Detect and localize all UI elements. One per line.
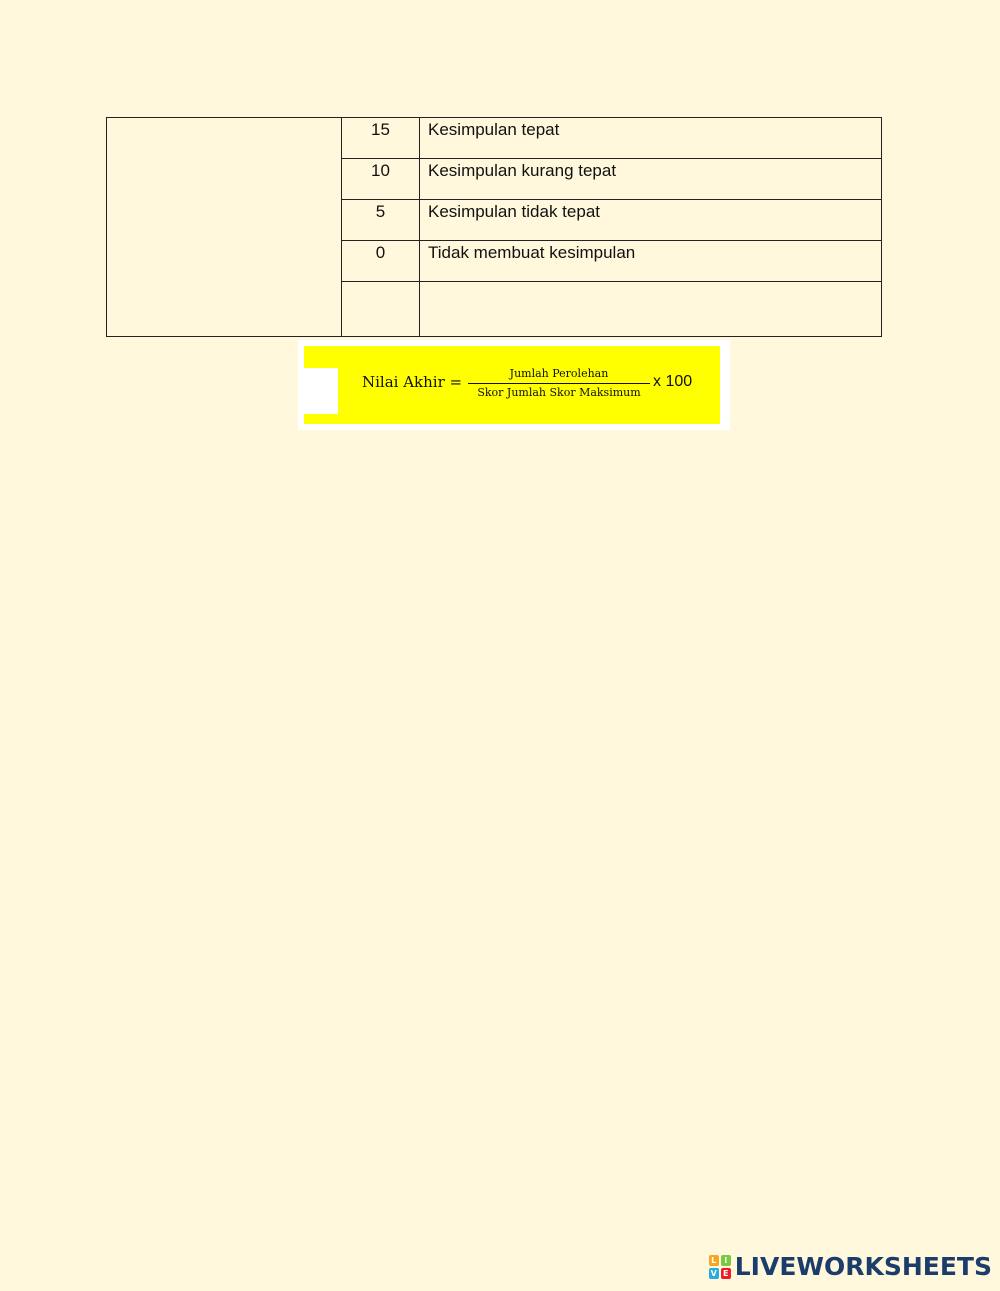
- formula-answer-blank: [304, 368, 338, 414]
- description-cell: Kesimpulan tepat: [420, 118, 882, 159]
- logo-letter: I: [721, 1255, 731, 1266]
- score-cell: [342, 282, 420, 337]
- liveworksheets-brand: [709, 1254, 992, 1279]
- rubric-table: [106, 117, 882, 337]
- description-cell: [420, 282, 882, 337]
- score-cell: 5: [342, 200, 420, 241]
- criteria-cell: [107, 118, 342, 337]
- liveworksheets-logo-icon: [709, 1255, 731, 1279]
- brand-name: LIVEWORKSHEETS: [734, 1252, 992, 1281]
- formula-fraction: [468, 367, 650, 399]
- score-cell: 10: [342, 159, 420, 200]
- formula-denominator: Skor Jumlah Skor Maksimum: [477, 386, 641, 399]
- logo-letter: L: [709, 1255, 719, 1266]
- logo-letter: V: [710, 1268, 717, 1278]
- score-cell: 0: [342, 241, 420, 282]
- logo-letter: E: [721, 1268, 731, 1279]
- description-cell: Kesimpulan kurang tepat: [420, 159, 882, 200]
- description-cell: Kesimpulan tidak tepat: [420, 200, 882, 241]
- formula-multiplier: x 100: [653, 373, 693, 390]
- rubric-row: [107, 118, 882, 159]
- score-cell: 15: [342, 118, 420, 159]
- formula-lhs: Nilai Akhir =: [362, 373, 463, 391]
- final-score-formula: [298, 340, 730, 430]
- formula-numerator: Jumlah Perolehan: [468, 367, 650, 384]
- description-cell: Tidak membuat kesimpulan: [420, 241, 882, 282]
